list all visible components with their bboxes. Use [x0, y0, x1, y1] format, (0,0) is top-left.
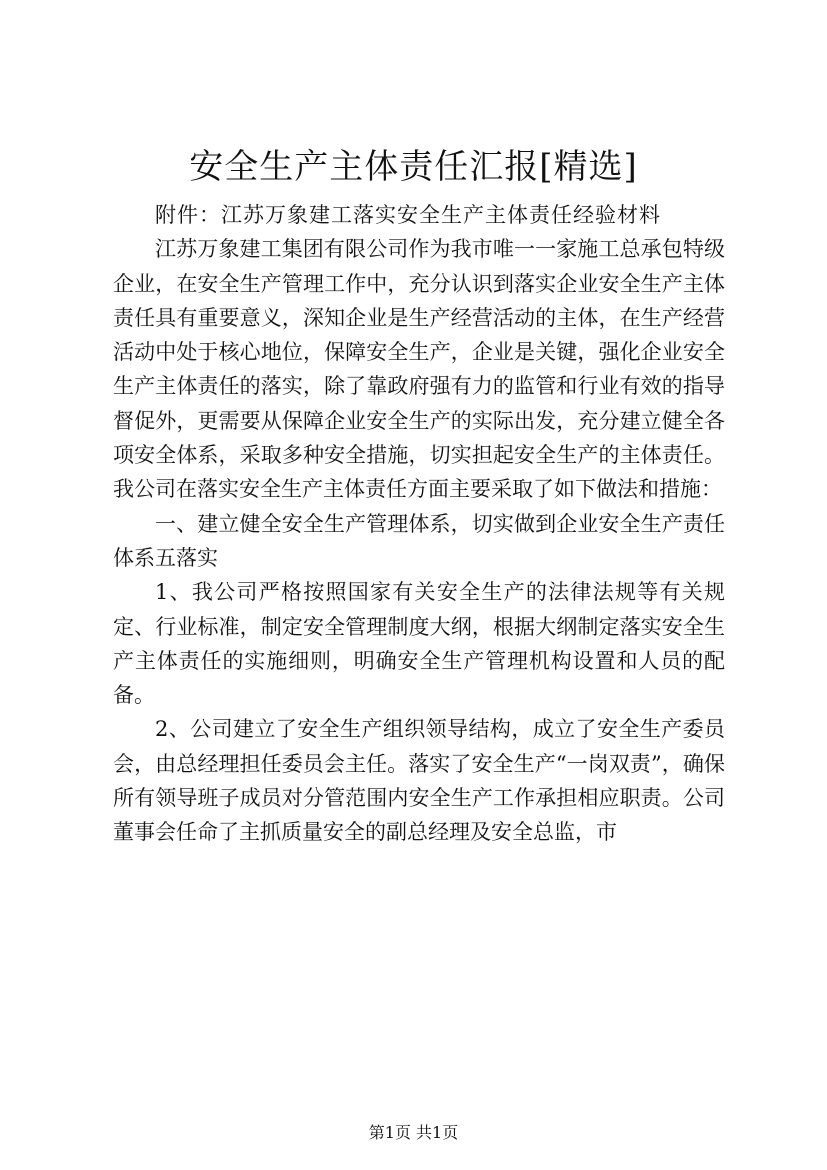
page-footer: 第1页 共1页 — [368, 1123, 459, 1142]
paragraph-intro: 江苏万象建工集团有限公司作为我市唯一一家施工总承包特级企业，在安全生产管理工作中，充分认识到落实企业安全生产主体责任具有重要意义，深知企业是生产经营活动的主体，在生产经营活动中处于核心地位，保障安全生产，企业是关键，强化企业安全生产主体责任的落实，除了靠政府强有力的监管和行业有效的指导督促外，更需要从保障企业安全生产的实际出发，充分建立健全各项安全体系，采取多种安全措施，切实担起安全生产的主体责任。我公司在落实安全生产主体责任方面主要采取了如下做法和措施： — [113, 237, 725, 502]
attachment-line: 附件：江苏万象建工落实安全生产主体责任经验材料 — [155, 203, 661, 227]
document-title: 安全生产主体责任汇报[精选] — [189, 147, 638, 187]
section-heading-1: 一、建立健全安全生产管理体系，切实做到企业安全生产责任体系五落实 — [113, 511, 725, 570]
paragraph-item-1: 1、我公司严格按照国家有关安全生产的法律法规等有关规定、行业标准，制定安全管理制度大纲，根据大纲制定落实安全生产主体责任的实施细则，明确安全生产管理机构设置和人员的配备。 — [113, 580, 725, 708]
document-body — [113, 198, 725, 850]
paragraph-item-2: 2、公司建立了安全生产组织领导结构，成立了安全生产委员会，由总经理担任委员会主任。落实了安全生产“一岗双责”，确保所有领导班子成员对分管范围内安全生产工作承担相应职责。公司董事会任命了主抓质量安全的副总经理及安全总监，市 — [113, 717, 725, 845]
